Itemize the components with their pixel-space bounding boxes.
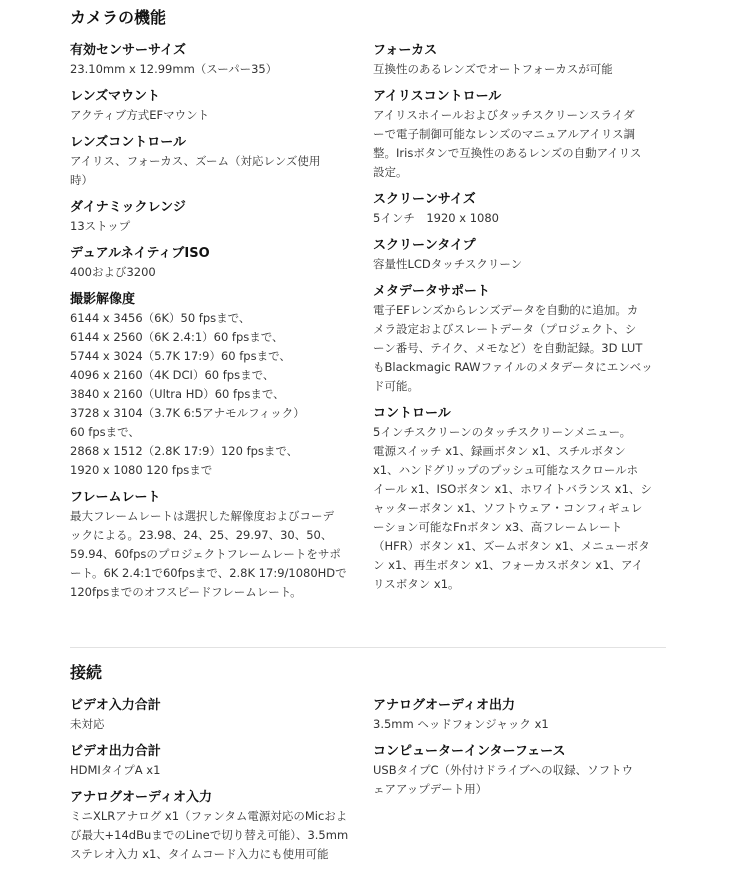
spec-value-line: （HFR）ボタン x1、ズームボタン x1、メニューボタ	[373, 539, 650, 553]
spec-value-line: 1920 x 1080 120 fpsまで	[70, 463, 213, 477]
spec-value	[373, 761, 669, 799]
spec-label: ビデオ入力合計	[70, 698, 161, 713]
spec-label: コンピューターインターフェース	[373, 744, 566, 759]
spec-value-line: USBタイプC（外付けドライブへの収録、ソフトウ	[373, 763, 634, 777]
spec-value-line: ェアアップデート用）	[373, 782, 488, 796]
spec-value	[70, 715, 370, 734]
spec-value-line: ート。6K 2.4:1で60fpsまで、2.8K 17:9/1080HDで	[70, 566, 347, 580]
spec-value-line: 23.10mm x 12.99mm（スーパー35）	[70, 62, 278, 76]
spec-item	[70, 696, 370, 734]
connections-left-column	[70, 696, 370, 872]
spec-value-line: ン x1、再生ボタン x1、フォーカスボタン x1、アイ	[373, 558, 643, 572]
spec-item	[70, 488, 370, 602]
spec-value-line: ーで電子制御可能なレンズのマニュアルアイリス調	[373, 127, 636, 141]
spec-label: 撮影解像度	[70, 292, 136, 307]
spec-value-line: x1、ハンドグリップのプッシュ可能なスクロールホ	[373, 463, 639, 477]
spec-value-line: 容量性LCDタッチスクリーン	[373, 257, 523, 271]
spec-value-line: ド可能。	[373, 379, 419, 393]
spec-value-line: ミニXLRアナログ x1（ファンタム電源対応のMicおよ	[70, 809, 348, 823]
spec-label: スクリーンタイプ	[373, 238, 476, 253]
camera-features-left-column	[70, 41, 370, 610]
spec-label: レンズコントロール	[70, 135, 187, 150]
spec-value-line: 13ストップ	[70, 219, 131, 233]
spec-item	[373, 742, 669, 799]
spec-value-line: 整。Irisボタンで互換性のあるレンズの自動アイリス	[373, 146, 642, 160]
spec-value	[373, 301, 669, 396]
spec-item	[373, 404, 669, 594]
spec-value	[70, 309, 370, 480]
spec-value	[373, 106, 669, 182]
spec-value-line: 電子EFレンズからレンズデータを自動的に追加。カ	[373, 303, 639, 317]
spec-label: フォーカス	[373, 43, 438, 58]
spec-value-line: ャッターボタン x1、ソフトウェア・コンフィギュレ	[373, 501, 643, 515]
spec-label: デュアルネイティブISO	[70, 246, 210, 261]
spec-label: アイリスコントロール	[373, 89, 502, 104]
spec-value-line: 3.5mm ヘッドフォンジャック x1	[373, 717, 549, 731]
spec-value-line: 未対応	[70, 717, 105, 731]
spec-value-line: 電源スイッチ x1、録画ボタン x1、スチルボタン	[373, 444, 626, 458]
spec-label: メタデータサポート	[373, 284, 491, 299]
spec-value-line: 59.94、60fpsのプロジェクトフレームレートをサポ	[70, 547, 341, 561]
spec-value	[70, 106, 370, 125]
spec-value-line: ーン番号、テイク、メモなど）を自動記録。3D LUT	[373, 341, 643, 355]
spec-value-line: 設定。	[373, 165, 408, 179]
spec-value-line: 4096 x 2160（4K DCI）60 fpsまで、	[70, 368, 275, 382]
spec-value-line: 互換性のあるレンズでオートフォーカスが可能	[373, 62, 613, 76]
spec-value-line: 120fpsまでのオフスピードフレームレート。	[70, 585, 302, 599]
spec-value	[373, 255, 669, 274]
spec-label: コントロール	[373, 406, 451, 421]
spec-value-line: 時）	[70, 173, 93, 187]
spec-value	[373, 209, 669, 228]
spec-value-line: ーション可能なFnボタン x3、高フレームレート	[373, 520, 623, 534]
spec-value-line: 6144 x 3456（6K）50 fpsまで、	[70, 311, 251, 325]
spec-label: フレームレート	[70, 490, 161, 505]
spec-value-line: 2868 x 1512（2.8K 17:9）120 fpsまで、	[70, 444, 299, 458]
spec-value-line: 5744 x 3024（5.7K 17:9）60 fpsまで、	[70, 349, 291, 363]
spec-item	[373, 696, 669, 734]
spec-value-line: 400および3200	[70, 265, 156, 279]
spec-value-line: ックによる。23.98、24、25、29.97、30、50、	[70, 528, 333, 542]
section-divider	[70, 647, 666, 648]
spec-value-line: 60 fpsまで、	[70, 425, 140, 439]
spec-value	[70, 507, 370, 602]
spec-value	[70, 263, 370, 282]
spec-label: スクリーンサイズ	[373, 192, 476, 207]
spec-value	[373, 423, 669, 594]
spec-value	[373, 715, 669, 734]
spec-label: レンズマウント	[70, 89, 161, 104]
spec-item	[70, 788, 370, 864]
spec-value-line: HDMIタイプA x1	[70, 763, 161, 777]
spec-item	[373, 87, 669, 182]
spec-item	[70, 198, 370, 236]
spec-value	[70, 761, 370, 780]
spec-value-line: アクティブ方式EFマウント	[70, 108, 210, 122]
spec-item	[373, 190, 669, 228]
spec-item	[70, 87, 370, 125]
spec-item	[373, 236, 669, 274]
spec-value-line: 3728 x 3104（3.7K 6:5アナモルフィック）	[70, 406, 305, 420]
spec-label: アナログオーディオ入力	[70, 790, 212, 805]
spec-item	[373, 282, 669, 396]
spec-value-line: ステレオ入力 x1、タイムコード入力にも使用可能	[70, 847, 329, 861]
spec-value-line: び最大+14dBuまでのLineで切り替え可能）、3.5mm	[70, 828, 349, 842]
spec-label: 有効センサーサイズ	[70, 43, 186, 58]
spec-item	[70, 742, 370, 780]
spec-value-line: もBlackmagic RAWファイルのメタデータにエンベッ	[373, 360, 653, 374]
spec-value-line: 最大フレームレートは選択した解像度およびコーデ	[70, 509, 335, 523]
spec-value-line: 6144 x 2560（6K 2.4:1）60 fpsまで、	[70, 330, 284, 344]
spec-value	[70, 152, 370, 190]
spec-value	[373, 60, 669, 79]
spec-item	[70, 244, 370, 282]
spec-item	[373, 41, 669, 79]
spec-value-line: メラ設定およびスレートデータ（プロジェクト、シ	[373, 322, 637, 336]
spec-value	[70, 217, 370, 236]
spec-value	[70, 60, 370, 79]
spec-label: ダイナミックレンジ	[70, 200, 186, 215]
spec-item	[70, 290, 370, 480]
spec-value-line: 5インチスクリーンのタッチスクリーンメニュー。	[373, 425, 632, 439]
camera-features-title: カメラの機能	[70, 8, 167, 27]
spec-value-line: 3840 x 2160（Ultra HD）60 fpsまで、	[70, 387, 285, 401]
spec-label: アナログオーディオ出力	[373, 698, 515, 713]
spec-value-line: リスボタン x1。	[373, 577, 460, 591]
spec-value-line: 5インチ 1920 x 1080	[373, 211, 499, 225]
spec-value-line: アイリス、フォーカス、ズーム（対応レンズ使用	[70, 154, 321, 168]
spec-item	[70, 41, 370, 79]
spec-item	[70, 133, 370, 190]
camera-features-right-column	[373, 41, 669, 602]
spec-label: ビデオ出力合計	[70, 744, 161, 759]
connections-right-column	[373, 696, 669, 807]
spec-value-line: イール x1、ISOボタン x1、ホワイトバランス x1、シ	[373, 482, 652, 496]
spec-value	[70, 807, 370, 864]
connections-title: 接続	[70, 663, 103, 682]
spec-value-line: アイリスホイールおよびタッチスクリーンスライダ	[373, 108, 635, 122]
